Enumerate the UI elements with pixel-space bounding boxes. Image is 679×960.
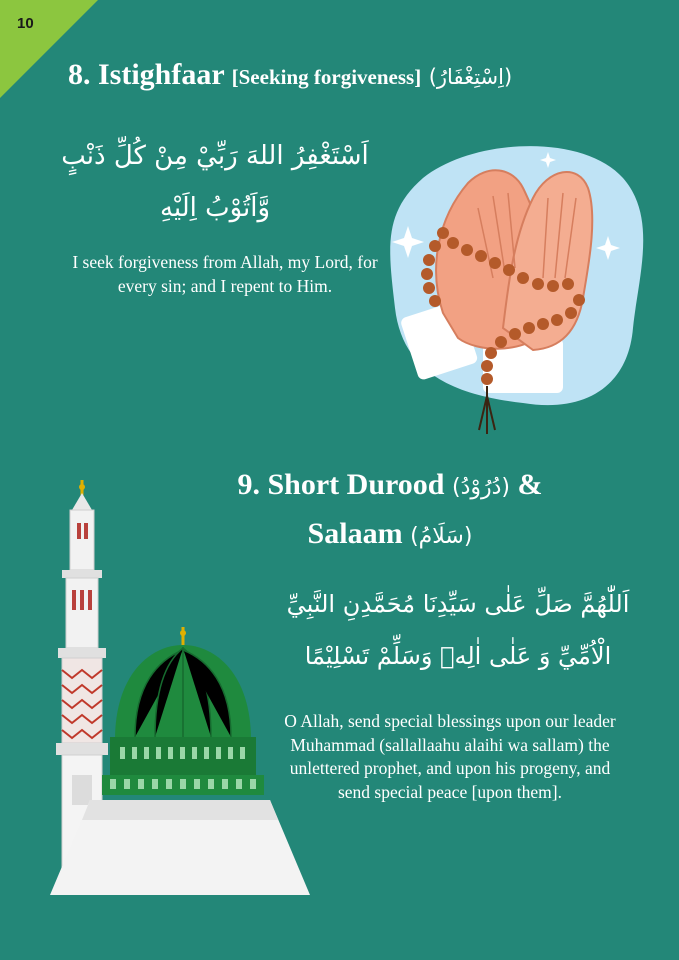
page-number: 10 <box>17 15 34 32</box>
section-8-arabic-subtitle: (اِسْتِغْفَارُ) <box>428 65 513 89</box>
istighfaar-dua-line-2: وَّاَتُوْبُ اِلَيْهِ <box>159 193 271 223</box>
durood-dua-line-2: الْاُمِّيِّ وَ عَلٰى اٰلِهٖ وَسَلِّمْ تَسْلِيْمًا <box>304 642 612 670</box>
salaam-arabic-label: (سَلَامُ) <box>410 524 473 549</box>
istighfaar-dua-line-1: اَسْتَغْفِرُ اللهَ رَبِّيْ مِنْ كُلِّ ذَنْبٍ <box>61 141 369 171</box>
section-8-english-subtitle: [Seeking forgiveness] <box>231 65 422 89</box>
green-dome-mosque-illustration <box>40 475 330 900</box>
ampersand: & <box>517 468 543 501</box>
praying-hands-illustration <box>383 138 645 438</box>
durood-translation: O Allah, send special blessings upon our leader Muhammad (sallallaahu alaihi wa sallam) the unlettered prophet, and upon his progeny, and send special peace [upon them]. <box>284 711 616 802</box>
section-8-title: 8. Istighfaar <box>68 58 225 91</box>
durood-dua-line-1: اَللّٰهُمَّ صَلِّ عَلٰى سَيِّدِنَا مُحَمَّدِنِ النَّبِيِّ <box>286 590 630 618</box>
durood-arabic-label: (دُرُوْدُ) <box>451 475 510 500</box>
section-9-title: 9. Short Durood <box>237 468 445 501</box>
istighfaar-dua <box>40 130 390 234</box>
section-8-heading <box>68 58 668 92</box>
istighfaar-translation: I seek forgiveness from Allah, my Lord, for every sin; and I repent to Him. <box>72 252 378 296</box>
section-9-title-line-2: Salaam <box>307 517 403 550</box>
